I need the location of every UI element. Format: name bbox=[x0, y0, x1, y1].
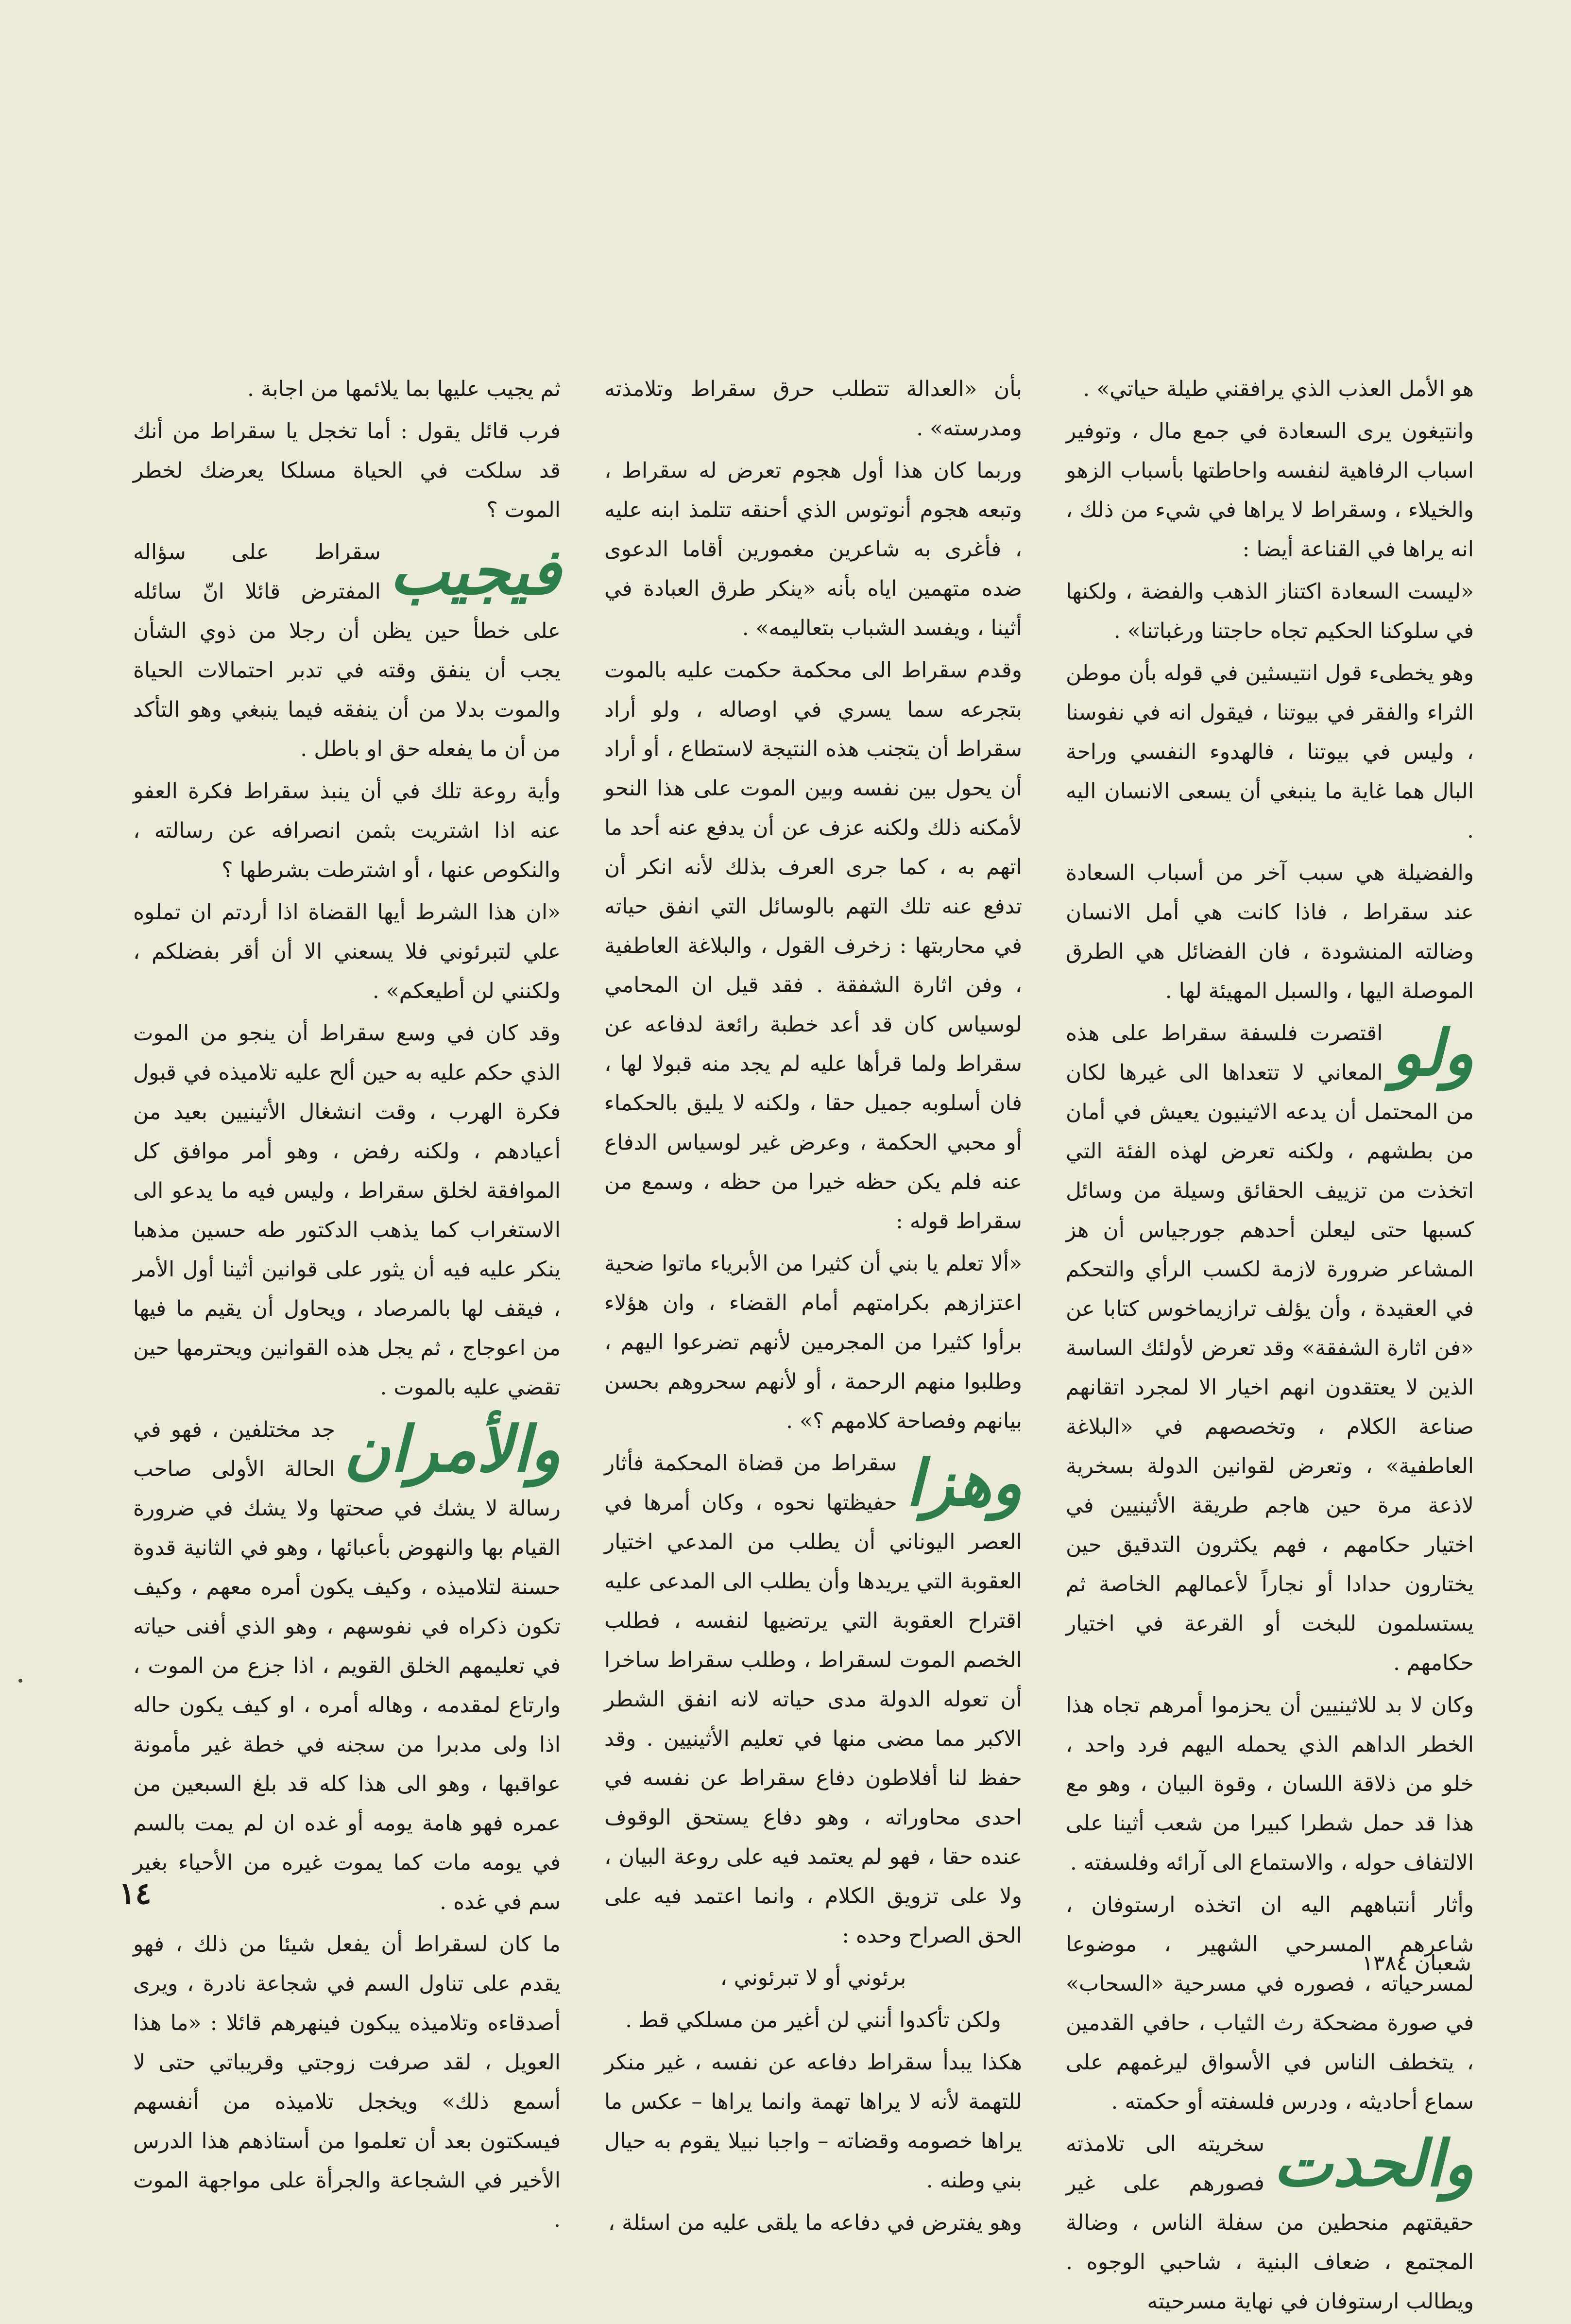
paragraph: ثم يجيب عليها بما يلائمها من اجابة . bbox=[247, 377, 561, 401]
paragraph: «ألا تعلم يا بني أن كثيرا من الأبرياء ماتوا ضحية اعتزازهم بكرامتهم أمام القضاء ، وان هؤلاء برأوا كثيرا من المجرمين لأنهم تضرعوا اليهم ، وطلبوا منهم الرحمة ، أو لأنهم سحروهم بحسن بيانهم وفصاحة كلامهم ؟» . bbox=[604, 1251, 1022, 1433]
paragraph bbox=[1066, 1014, 1474, 1683]
issue-date: شعبان ١٣٨٤ bbox=[1362, 1951, 1471, 1976]
paragraph-text: اقتصرت فلسفة سقراط على هذه المعاني لا تتعداها الى غيرها لكان من المحتمل أن يدعه الاثينيون يعيش في أمان من بطشهم ، ولكنه تعرض لهذه الفئة التي اتخذت من تزييف الحقائق وسيلة من وسائل كسبها حتى ليعلن أحدهم جورجياس أن هز المشاعر ضرورة لازمة لكسب الرأي والتحكم في العقيدة ، وأن يؤلف ترازيماخوس كتابا عن «فن اثارة الشفقة» وقد تعرض لأولئك الساسة الذين لا يعتقدون انهم اخيار الا لمجرد اتقانهم صناعة الكلام ، وتخصصهم في «البلاغة العاطفية» ، وتعرض لقوانين الدولة بسخرية لاذعة مرة حين هاجم طريقة الأثينيين في اختيار حكامهم ، فهم يكثرون التدقيق حين يختارون حدادا أو نجاراً لأعمالهم الخاصة ثم يستسلمون للبخت أو القرعة في اختيار حكامهم . bbox=[1066, 1021, 1474, 1675]
paragraph: هكذا يبدأ سقراط دفاعه عن نفسه ، غير منكر للتهمة لأنه لا يراها تهمة وانما يراها – عكس ما يراها خصومه وقضاته – واجبا نبيلا يقوم به حيال بني وطنه . bbox=[604, 2050, 1022, 2193]
paragraph-text: سخريته الى تلامذته فصورهم على غير حقيقتهم منحطين من سفلة الناس ، وضالة المجتمع ، ضعاف البنية ، شاحبي الوجوه . ويطالب ارستوفان في نهاية مسرحيته bbox=[1066, 2132, 1474, 2314]
ornamental-drop-word: فيجيب bbox=[389, 534, 561, 609]
paragraph: وقد كان في وسع سقراط أن ينجو من الموت الذي حكم عليه به حين ألح عليه تلاميذه في قبول فكرة الهرب ، وقت انشغال الأثينيين بعيد من أعيادهم ، ولكنه رفض ، وهو أمر موافق كل الموافقة لخلق سقراط ، وليس فيه ما يدعو الى الاستغراب كما يذهب الدكتور طه حسين مذهبا ينكر عليه فيه أن يثور على قوانين أثينا أول الأمر ، فيقف لها بالمرصاد ، ويحاول أن يقيم ما فيها من اعوجاج ، ثم يجل هذه القوانين ويحترمها حين تقضي عليه بالموت . bbox=[133, 1021, 561, 1400]
paragraph: وكان لا بد للاثينيين أن يحزموا أمرهم تجاه هذا الخطر الداهم الذي يحمله اليهم فرد واحد ، خلو من ذلاقة اللسان ، وقوة البيان ، وهو مع هذا قد حمل شطرا كبيرا من شعب أثينا على الالتفاف حوله ، والاستماع الى آرائه وفلسفته . bbox=[1066, 1693, 1474, 1875]
paragraph: وانتيغون يرى السعادة في جمع مال ، وتوفير اسباب الرفاهية لنفسه واحاطتها بأسباب الزهو والخيلاء ، وسقراط لا يراها في شيء من ذلك ، انه يراها في القناعة أيضا : bbox=[1066, 419, 1474, 562]
article-column-right bbox=[1066, 369, 1474, 2324]
verse-line: ولكن تأكدوا أنني لن أغير من مسلكي قط . bbox=[625, 2008, 1001, 2032]
paragraph bbox=[1066, 2124, 1474, 2321]
paragraph-text: سقراط على سؤاله المفترض قائلا انّ سائله على خطأ حين يظن أن رجلا من ذوي الشأن يجب أن ينفق وقته في تدبر احتمالات الحياة والموت بدلا من أن ينفقه فيما ينبغي وهو التأكد من أن ما يفعله حق او باطل . bbox=[133, 540, 561, 761]
paragraph bbox=[133, 533, 561, 769]
ornamental-drop-word: ولو bbox=[1391, 1016, 1474, 1090]
page-number: ١٤ bbox=[119, 1876, 152, 1911]
ornamental-drop-word: والحدت bbox=[1273, 2126, 1474, 2201]
article-column-middle bbox=[604, 369, 1022, 2245]
paragraph: وهو يخطىء قول انتيسثين في قوله بأن موطن الثراء والفقر في بيوتنا ، فيقول انه في نفوسنا ، وليس في بيوتنا ، فالهدوء النفسي وراحة البال هما غاية ما ينبغي أن يسعى الانسان اليه . bbox=[1066, 661, 1474, 843]
paragraph: وهو يفترض في دفاعه ما يلقى عليه من اسئلة ، bbox=[608, 2210, 1022, 2235]
article-column-left bbox=[133, 369, 561, 2242]
paragraph: وقدم سقراط الى محكمة حكمت عليه بالموت بتجرعه سما يسري في اوصاله ، ولو أراد سقراط أن يتجنب هذه النتيجة لاستطاع ، أو أراد أن يحول بين نفسه وبين الموت على هذا النحو لأمكنه ذلك ولكنه عزف عن أن يدفع عنه أحد ما اتهم به ، كما جرى العرف بذلك لأنه انكر أن تدفع عنه تلك التهم بالوسائل التي انفق حياته في محاربتها : زخرف القول ، والبلاغة العاطفية ، وفن اثارة الشفقة . فقد قيل ان المحامي لوسياس كان قد أعد خطبة رائعة لدفاعه عن سقراط ولما قرأها عليه لم يجد منه قبولا لها ، فان أسلوبه جميل حقا ، ولكنه لا يليق بالحكماء أو محبي الحكمة ، وعرض غير لوسياس الدفاع عنه فلم يكن حظه خيرا من حظه ، وسمع من سقراط قوله : bbox=[604, 658, 1022, 1234]
paragraph: وأثار أنتباههم اليه ان اتخذه ارستوفان ، شاعرهم المسرحي الشهير ، موضوعا لمسرحياته ، فصوره في مسرحية «السحاب» في صورة مضحكة رث الثياب ، حافي القدمين ، يتخطف الناس في الأسواق ليرغمهم على سماع أحاديثه ، ودرس فلسفته أو حكمته . bbox=[1066, 1893, 1474, 2114]
ornamental-drop-word: وهزا bbox=[905, 1446, 1022, 1520]
paragraph: «ان هذا الشرط أيها القضاة اذا أردتم ان تملوه علي لتبرئوني فلا يسعني الا أن أقر بفضلكم ، ولكنني لن أطيعكم» . bbox=[133, 900, 561, 1003]
paragraph bbox=[604, 1444, 1022, 1955]
paragraph-text: جد مختلفين ، فهو في الحالة الأولى صاحب رسالة لا يشك في صحتها ولا يشك في ضرورة القيام بها والنهوض بأعبائها ، وهو في الثانية قدوة حسنة لتلاميذه ، وكيف يكون أمره معهم ، وكيف تكون ذكراه في نفوسهم ، وهو الذي أفنى حياته في تعليمهم الخلق القويم ، اذا جزع من الموت ، وارتاع لمقدمه ، وهاله أمره ، او كيف يكون حاله اذا ولى مدبرا من سجنه في خطة غير مأمونة عواقبها ، وهو الى هذا كله قد بلغ السبعين من عمره فهو هامة يومه أو غده ان لم يمت بالسم في يومه مات كما يموت غيره من الأحياء بغير سم في غده . bbox=[133, 1417, 561, 1914]
paragraph: بأن «العدالة تتطلب حرق سقراط وتلامذته ومدرسته» . bbox=[604, 377, 1022, 441]
verse-line: برئوني أو لا تبرئوني ، bbox=[720, 1965, 906, 1990]
paragraph: هو الأمل العذب الذي يرافقني طيلة حياتي» . bbox=[1083, 377, 1474, 401]
paragraph bbox=[133, 1410, 561, 1922]
margin-speck bbox=[18, 1679, 22, 1683]
ornamental-drop-word: والأمران bbox=[344, 1412, 561, 1486]
paragraph-text: سقراط من قضاة المحكمة فأثار حفيظتها نحوه ، وكان أمرها في العصر اليوناني أن يطلب من المدعي اختيار العقوبة التي يريدها وأن يطلب الى المدعى عليه اقتراح العقوبة التي يرتضيها لنفسه ، فطلب الخصم الموت لسقراط ، وطلب سقراط ساخرا أن تعوله الدولة مدى حياته لانه انفق الشطر الاكبر مما مضى منها في تعليم الأثينيين . وقد حفظ لنا أفلاطون دفاع سقراط عن نفسه في احدى محاوراته ، وهو دفاع يستحق الوقوف عنده حقا ، فهو لم يعتمد فيه على روعة البيان ، ولا على تزويق الكلام ، وانما اعتمد فيه على الحق الصراح وحده : bbox=[604, 1451, 1022, 1948]
paragraph: ما كان لسقراط أن يفعل شيئا من ذلك ، فهو يقدم على تناول السم في شجاعة نادرة ، ويرى أصدقاءه وتلاميذه يبكون فينهرهم قائلا : «ما هذا العويل ، لقد صرفت زوجتي وقريباتي حتى لا أسمع ذلك» ويخجل تلاميذه من أنفسهم فيسكتون بعد أن تعلموا من أستاذهم هذا الدرس الأخير في الشجاعة والجرأة على مواجهة الموت . bbox=[133, 1932, 561, 2232]
paragraph: «ليست السعادة اكتناز الذهب والفضة ، ولكنها في سلوكنا الحكيم تجاه حاجتنا ورغباتنا» . bbox=[1066, 579, 1474, 643]
paragraph: فرب قائل يقول : أما تخجل يا سقراط من أنك قد سلكت في الحياة مسلكا يعرضك لخطر الموت ؟ bbox=[133, 419, 561, 522]
paragraph: وأية روعة تلك في أن ينبذ سقراط فكرة العفو عنه اذا اشتريت بثمن انصرافه عن رسالته ، والنكوص عنها ، أو اشترطت بشرطها ؟ bbox=[133, 779, 561, 882]
paragraph: وربما كان هذا أول هجوم تعرض له سقراط ، وتبعه هجوم أنوتوس الذي أحنقه تتلمذ ابنه عليه ، فأغرى به شاعرين مغمورين أقاما الدعوى ضده متهمين اياه بأنه «ينكر طرق العبادة في أثينا ، ويفسد الشباب بتعاليمه» . bbox=[604, 458, 1022, 640]
paragraph: والفضيلة هي سبب آخر من أسباب السعادة عند سقراط ، فاذا كانت هي أمل الانسان وضالته المنشودة ، فان الفضائل هي الطرق الموصلة اليها ، والسبل المهيئة لها . bbox=[1066, 861, 1474, 1003]
